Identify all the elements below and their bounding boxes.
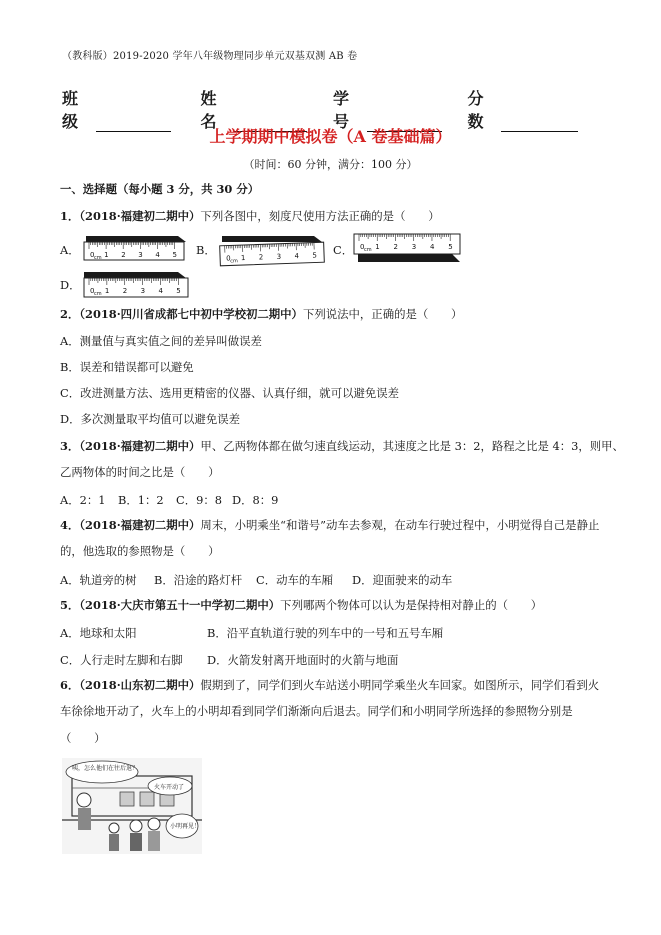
ruler-object-bar [86,236,186,242]
q4-option-c[interactable]: C．动车的车厢 [256,573,334,587]
name-field[interactable]: 姓名 [201,86,308,132]
q5-option-b[interactable]: B．沿平直轨道行驶的列车中的一号和五号车厢 [207,626,444,640]
q1-option-b-label[interactable]: B． [196,243,216,257]
ruler-tick-label: 3 [276,252,282,261]
ruler-tick-label: 1 [104,287,110,295]
q4-option-d[interactable]: D．迎面驶来的动车 [352,573,453,587]
exam-title: 上学期期中模拟卷（A 卷基础篇） [209,127,452,146]
ruler-tick-label: 5 [448,243,453,251]
ruler-unit-label: cm [94,291,102,297]
bubble-3-text: 小明再见！ [170,823,201,830]
ruler-tick-label: 4 [429,243,435,251]
ruler-unit-label: cm [230,258,238,265]
question-6-cont: 车徐徐地开动了，火车上的小明却看到同学们渐渐向后退去。同学们和小明同学所选择的参照物分别是 [60,704,573,718]
q2-option-c[interactable]: C．改进测量方法、选用更精密的仪器、认真仔细，就可以避免误差 [60,386,400,400]
ruler-tick-label: 1 [240,253,246,263]
ruler-tick-label: 0 [225,254,231,263]
ruler-tick-label: 2 [258,253,264,262]
bubble-2-text: 火车开动了 [154,784,185,791]
student-head [77,793,91,807]
ruler-tick-label: 3 [140,287,146,295]
ruler-tick-label: 3 [411,243,417,251]
section-title: 一、选择题（每小题 3 分，共 30 分） [60,182,260,196]
ruler-tick-label: 0 [90,251,95,259]
ruler-tick-label: 1 [104,251,109,259]
ruler-tick-label: 2 [393,243,398,251]
ruler-tick-label: 4 [158,287,163,295]
score-field[interactable]: 分数 [468,86,578,132]
ruler-tick-label: 4 [155,251,160,259]
bubble-1-text: 咦，怎么他们在往后退？ [72,765,139,772]
q3-option-a[interactable]: A．2：1 [60,493,106,507]
ruler-tick-label: 0 [360,243,365,251]
q1-option-a-label[interactable]: A． [60,243,80,257]
ruler-tick-label: 5 [312,251,317,260]
student-head [109,823,119,833]
train-window [140,792,154,806]
question-6: 6．（2018·山东初二期中）假期到了，同学们到火车站送小明同学乘坐火车回家。如图所示，同学们看到火 [60,678,600,692]
ruler-object-bar [358,254,460,262]
q6-train-illustration [62,758,202,854]
question-4-cont: 的，他选取的参照物是（ ） [60,544,220,558]
ruler-tick-label: 2 [122,287,128,295]
q3-option-c[interactable]: C．9：8 [176,493,222,507]
student-head [130,820,142,832]
q2-option-b[interactable]: B．误差和错误都可以避免 [60,360,194,374]
q2-option-a[interactable]: A．测量值与真实值之间的差异叫做误差 [60,334,262,348]
train-window [120,792,134,806]
ruler-object-bar [222,236,322,242]
q1-option-d-label[interactable]: D． [60,278,81,292]
q1-figure-b [218,232,328,268]
ruler-tick-label: 3 [138,251,143,259]
student-head [148,818,160,830]
class-field[interactable]: 班级 [62,86,171,132]
exam-subtitle: （时间：60 分钟，满分：100 分） [243,158,418,171]
q5-option-a[interactable]: A．地球和太阳 [60,626,137,640]
q2-option-d[interactable]: D．多次测量取平均值可以避免误差 [60,412,240,426]
q1-figure-d [82,270,192,300]
q4-option-b[interactable]: B．沿途的路灯杆 [154,573,243,587]
ruler-unit-label: cm [364,247,372,253]
ruler-unit-label: cm [94,255,102,261]
q3-option-d[interactable]: D．8：9 [232,493,279,507]
question-5: 5．（2018·大庆市第五十一中学初二期中）下列哪两个物体可以认为是保持相对静止的（ ） [60,598,543,612]
student-body [109,834,119,851]
student-body [130,833,142,851]
q5-option-c[interactable]: C．人行走时左脚和右脚 [60,653,183,667]
question-2: 2．（2018·四川省成都七中初中学校初二期中）下列说法中，正确的是（ ） [60,307,463,321]
student-body [78,808,91,830]
q3-option-b[interactable]: B．1：2 [118,493,164,507]
student-id-field[interactable]: 学号 [333,86,442,132]
ruler-tick-label: 5 [176,287,181,295]
q5-option-d[interactable]: D．火箭发射离开地面时的火箭与地面 [207,653,399,667]
q1-figure-a [82,232,188,264]
ruler-object-bar [84,272,186,278]
question-4: 4．（2018·福建初二期中）周末，小明乘坐“和谐号”动车去参观，在动车行驶过程中，小明觉得自己是静止 [60,518,600,532]
ruler-tick-label: 4 [294,252,300,261]
ruler-tick-label: 1 [375,243,380,251]
q4-option-a[interactable]: A．轨道旁的树 [60,573,137,587]
q1-figure-c [352,232,464,266]
question-3: 3．（2018·福建初二期中）甲、乙两物体都在做匀速直线运动，其速度之比是 3：2，路程之比是 4：3，则甲、 [60,439,624,453]
question-3-cont: 乙两物体的时间之比是（ ） [60,465,220,479]
q1-option-c-label[interactable]: C． [333,243,354,257]
ruler-tick-label: 5 [172,251,177,259]
student-body [148,831,160,851]
ruler-tick-label: 0 [90,287,95,295]
page-header: （教科版）2019-2020 学年八年级物理同步单元双基双测 AB 卷 [62,51,358,62]
question-1: 1．（2018·福建初二期中）下列各图中，刻度尺使用方法正确的是（ ） [60,209,440,223]
ruler-tick-label: 2 [121,251,126,259]
question-6-answer-paren: （ ） [60,731,106,745]
